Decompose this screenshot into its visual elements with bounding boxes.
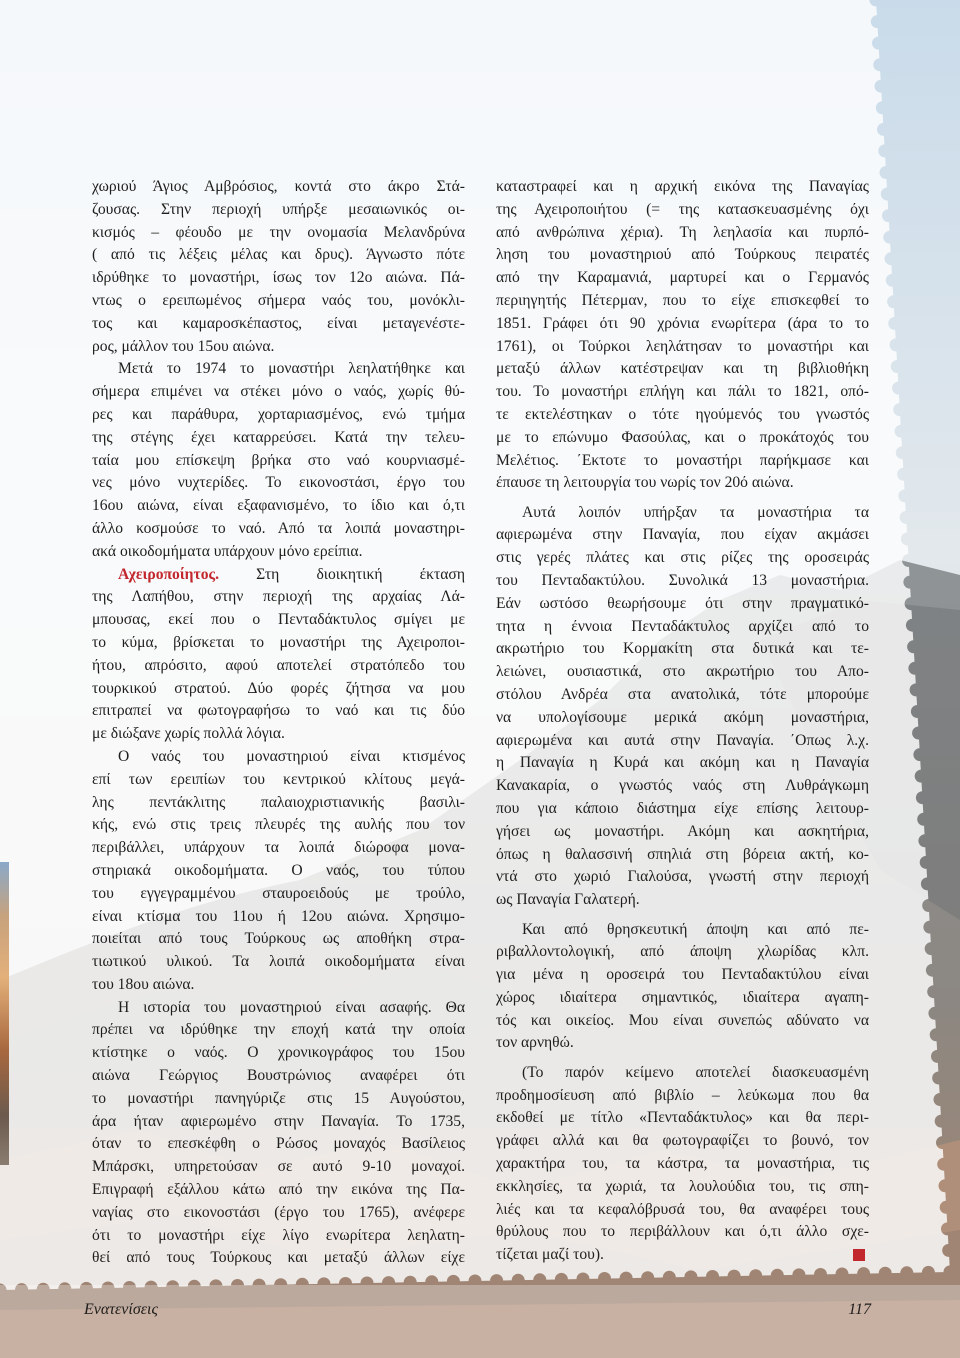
text-line: ( από τις λέξεις μέλας και δρυς). Άγνωστο πότε [92,246,465,264]
text-line: Κανακαρία, ο γνωστός ναός στη Λυθράγκωμη [496,777,869,795]
text-line: 1851. Γράφει ότι 90 χρόνια ενωρίτερα (άρα το το [496,314,869,332]
text-line: του εγγεγραμμένου σταυροειδούς με τρούλο, [92,884,465,902]
footer-page-number: 117 [848,1301,871,1318]
text-line: αφιερωμένα στην Παναγία, που είχαν ακμάσει [496,526,869,544]
paragraph [92,564,465,746]
text-line: από την Καραμανιά, μαρτυρεί και ο Γερμανός [496,269,869,287]
text-line: προδημοσίευση από βιβλίο – λεύκωμα που θα [496,1086,869,1104]
text-line: η Παναγία η Κυρά και ακόμη και η Παναγία [496,754,869,772]
text-line: για μένα η οροσειρά του Πενταδακτύλου είναι [496,966,869,984]
text-line: μπουσας, εκεί που ο Πενταδάκτυλος σμίγει με [92,611,465,629]
text-line: είναι κτίσμα του 11ου ή 12ου αιώνα. Χρησιμο- [92,907,465,925]
text-line: τε εκτελέστηκαν ο τότε ηγούμενός του γνωστός [496,405,869,423]
text-line: ζουσας. Στην περιοχή υπήρξε μεσαιωνικός οι- [92,200,465,218]
text-line: γήσει ως μοναστήρι. Ακόμη και ασκητήρια, [496,822,869,840]
text-line: ληση του μοναστηριού από Τούρκους πειρατές [496,246,869,264]
text-line: εκδοθεί με τίτλο «Πενταδάκτυλος» και θα περι- [496,1109,869,1127]
text-line: τητα η έννοια Πενταδάκτυλος αρχίζει από το [496,617,869,635]
text-line: Επιγραφή εξάλλου κάτω από την εικόνα της Πα- [92,1181,465,1199]
text-line: τίζεται μαζί του). [496,1246,604,1264]
text-line: της στέγης έχει καταρρεύσει. Κατά την τελευ- [92,428,465,446]
text-line: επί των ερειπίων του κεντρικού κλίτους μεγά- [92,770,465,788]
paragraph [92,746,465,997]
text-line: ρος, μάλλον του 15ου αιώνα. [92,337,275,355]
text-line: του. Το μοναστήρι επλήγη και πάλι το 1821, οπό- [496,383,869,401]
text-line: επιτραπεί να φωτογραφήσω το ναό και τις δύο [92,702,465,720]
photo-edge-strip [0,862,9,1165]
text-line: από ανθρώπινα χέρια). Τη λεηλασία και πυρπό- [496,223,869,241]
text-line: χαρακτήρα του, τα κάστρα, τα μοναστήρια, τις [496,1154,869,1172]
text-line: θεί από τους Τούρκους και μεταξύ άλλων είχε [92,1249,465,1267]
text-line: ντως ο ερειπωμένος σήμερα ναός του, μονόκλι- [92,291,465,309]
text-line: καταστραφεί και η αρχική εικόνα της Παναγίας [496,178,869,195]
text-line: τός και οικείος. Μου είναι συνεπώς αδύνατο να [496,1011,869,1029]
text-line: Μελέτιος. ΄Εκτοτε το μοναστήρι παρήκμασε και [496,451,869,469]
text-line: (Το παρόν κείμενο αποτελεί διασκευασμένη [522,1063,869,1081]
text-line: χωριού Άγιος Αμβρόσιος, κοντά στο άκρο Στά- [92,178,465,195]
text-line: με το επώνυμο Φασούλας, και ο προκάτοχός του [496,428,869,446]
footer-haze [0,1285,960,1358]
text-line: τουρκικού στρατού. Δύο φορές ζήτησα να μου [92,679,465,697]
text-line [92,564,465,587]
text-line: ιδρύθηκε το μοναστήρι, ίσως τον 12ο αιώνα. Πά- [92,269,465,287]
footer-publication-name: Ενατενίσεις [84,1301,158,1318]
text-line: με διώξανε χωρίς πολλά λόγια. [92,725,285,743]
text-line: του Πενταδακτύλου. Συνολικά 13 μοναστήρια. [496,572,869,590]
text-line: ρες και παράθυρα, χορταριασμένος, ενώ τμήμα [92,405,465,423]
text-line: αιώνα Γεώργιος Βουστρώνιος αναφέρει ότι [92,1067,465,1085]
text-line: περιβάλλει, υπάρχουν τα λοιπά διώροφα μονα- [92,839,465,857]
text-line: ντά στο χωριό Γιαλούσα, γνωστή στην περιοχή [496,868,869,886]
text-line: τιωτικού υλικού. Τα λοιπά οικοδομήματα είναι [92,953,465,971]
text-line: περιηγητής Πέτερμαν, που το είχε επισκεφθεί το [496,291,869,309]
paragraph [496,919,869,1056]
text-line: άρα ήταν αφιερωμένο στην Παναγία. Το 1735, [92,1112,465,1130]
text-line: σήμερα επιμένει να στέκει μόνο ο ναός, χωρίς θύ- [92,383,465,401]
text-line: 16ου αιώνα, είναι εξαφανισμένο, το ίδιο και ό,τι [92,497,465,515]
text-line: πρέπει να ιδρύθηκε την εποχή κατά την οποία [92,1021,465,1039]
text-line: μεταξύ άλλων κατέστρεψαν και τη βιβλιοθήκη [496,360,869,378]
text-line: εκκλησίες, τα χωριά, τα λουλούδια του, τις σπη- [496,1177,869,1195]
text-line: αφιερωμένα και αυτά στην Παναγία. ΄Οπως λ.χ. [496,731,869,749]
text-line: κτίστηκε ο ναός. Ο χρονικογράφος του 15ου [92,1044,465,1062]
text-line: Και από θρησκευτική άποψη και από πε- [522,920,869,938]
text-line: ριβαλλοντολογική, από άποψη χλωρίδας κλπ. [496,943,869,961]
paragraph [496,176,869,495]
text-line: ναγίας στο εικονοστάσι (έργο του 1765), ανέφερε [92,1203,465,1221]
end-of-article-mark [853,1249,865,1261]
text-line: έπαυσε τη λειτουργία του νωρίς τον 20ό αιώνα. [496,474,794,492]
text-line: νες μόνο νυχτερίδες. Το εικονοστάσι, έργο του [92,474,465,492]
text-line: της Λαπήθου, στην περιοχή της αρχαίας Λά- [92,588,465,606]
text-line: ακρωτήριο του Κορμακίτη στα δυτικά και τε- [496,640,869,658]
text-line: ως Παναγία Γαλατερή. [496,891,640,909]
text-line: θρύλους που το περιβάλλουν και ό,τι άλλο σχε- [496,1223,869,1241]
text-line: κής, ενώ στις τρεις πλευρές της αυλής που τον [92,816,465,834]
left-column [92,176,465,1270]
text-line: γράφει αλλά και θα φωτογραφίζει το βουνό, τον [496,1132,869,1150]
text-line: ήτου, απρόσιτο, αφού αποτελεί στρατόπεδο του [92,656,465,674]
text-line: τος και καμαροσκέπαστος, είναι μεταγενέστε- [92,314,465,332]
paragraph [496,502,869,912]
text-line: άλλο κοσμούσε το ναό. Από τα λοιπά μοναστηρι- [92,519,465,537]
text-line-rest: Στη διοικητική έκταση [256,565,465,583]
paragraph [92,358,465,563]
text-line: χώρος ιδιαίτερα σημαντικός, ιδιαίτερα αγαπη- [496,988,869,1006]
text-line: όταν το επεσκέφθη ο Ρώσος μοναχός Βασίλειος [92,1135,465,1153]
text-line: ότι το μοναστήρι είχε λίγο ενωρίτερα λεηλατη- [92,1226,465,1244]
text-line: που για κάποιο διάστημα είχε επίσης λειτουρ- [496,800,869,818]
text-line: της Αχειροποιήτου (= της κατασκευασμένης όχι [496,200,869,218]
text-line: λης πεντάκλιτης παλαιοχριστιανικής βασιλι- [92,793,465,811]
text-line: Ο ναός του μοναστηριού είναι κτισμένος [118,747,465,765]
text-line: 1761), οι Τούρκοι λεηλάτησαν το μοναστήρι και [496,337,869,355]
text-line: στόλου Ανδρέα στα ανατολικά, τότε μπορούμε [496,686,869,704]
text-line: όπως η θαλασσινή σπηλιά στη βόρεια ακτή, κο- [496,845,869,863]
text-line: να υπολογίσουμε μερικά ακόμη μοναστήρια, [496,708,869,726]
text-line: Η ιστορία του μοναστηριού είναι ασαφής. Θα [118,998,465,1016]
text-line: ποιείται από τους Τούρκους ως αποθήκη στρα- [92,930,465,948]
text-line: Αυτά λοιπόν υπήρξαν τα μοναστήρια τα [522,503,869,521]
text-line: του 18ου αιώνα. [92,975,195,993]
text-line: λιές και τα κεφαλόβρυσά του, θα αναφέρει τους [496,1200,869,1218]
text-line: το μοναστήρι πανηγύριζε στις 15 Αυγούστου, [92,1089,465,1107]
text-line: το κύμα, βρίσκεται το μοναστήρι της Αχειροποι- [92,633,465,651]
paragraph [92,176,465,358]
paragraph [496,1062,869,1267]
text-line: Μπάρσκι, υπηρετούσαν σε αυτό 9-10 μοναχοί. [92,1158,465,1176]
text-line: στηριακά οικοδομήματα. Ο ναός, του τύπου [92,861,465,879]
section-heading: Αχειροποίητος. [118,565,219,583]
right-column [496,176,869,1267]
text-line: στις γερές πλάτες και στις ρίζες της οροσειράς [496,549,869,567]
text-line: κισμός – φέουδο με την ονομασία Μελανδρύνα [92,223,465,241]
text-line: Εάν ωστόσο θεωρήσουμε ότι στην πραγματικό- [496,594,869,612]
text-line: ακά οικοδομήματα υπάρχουν μόνο ερείπια. [92,542,363,560]
text-line: ταία μου επίσκεψη βρήκα στο ναό κουρνιασμέ- [92,451,465,469]
text-line: τον αρνηθώ. [496,1034,574,1052]
text-line: λειώνει, ουσιαστικά, στο ακρωτήριο του Απο- [496,663,869,681]
text-line: Μετά το 1974 το μοναστήρι λεηλατήθηκε και [118,360,465,378]
paragraph [92,997,465,1271]
